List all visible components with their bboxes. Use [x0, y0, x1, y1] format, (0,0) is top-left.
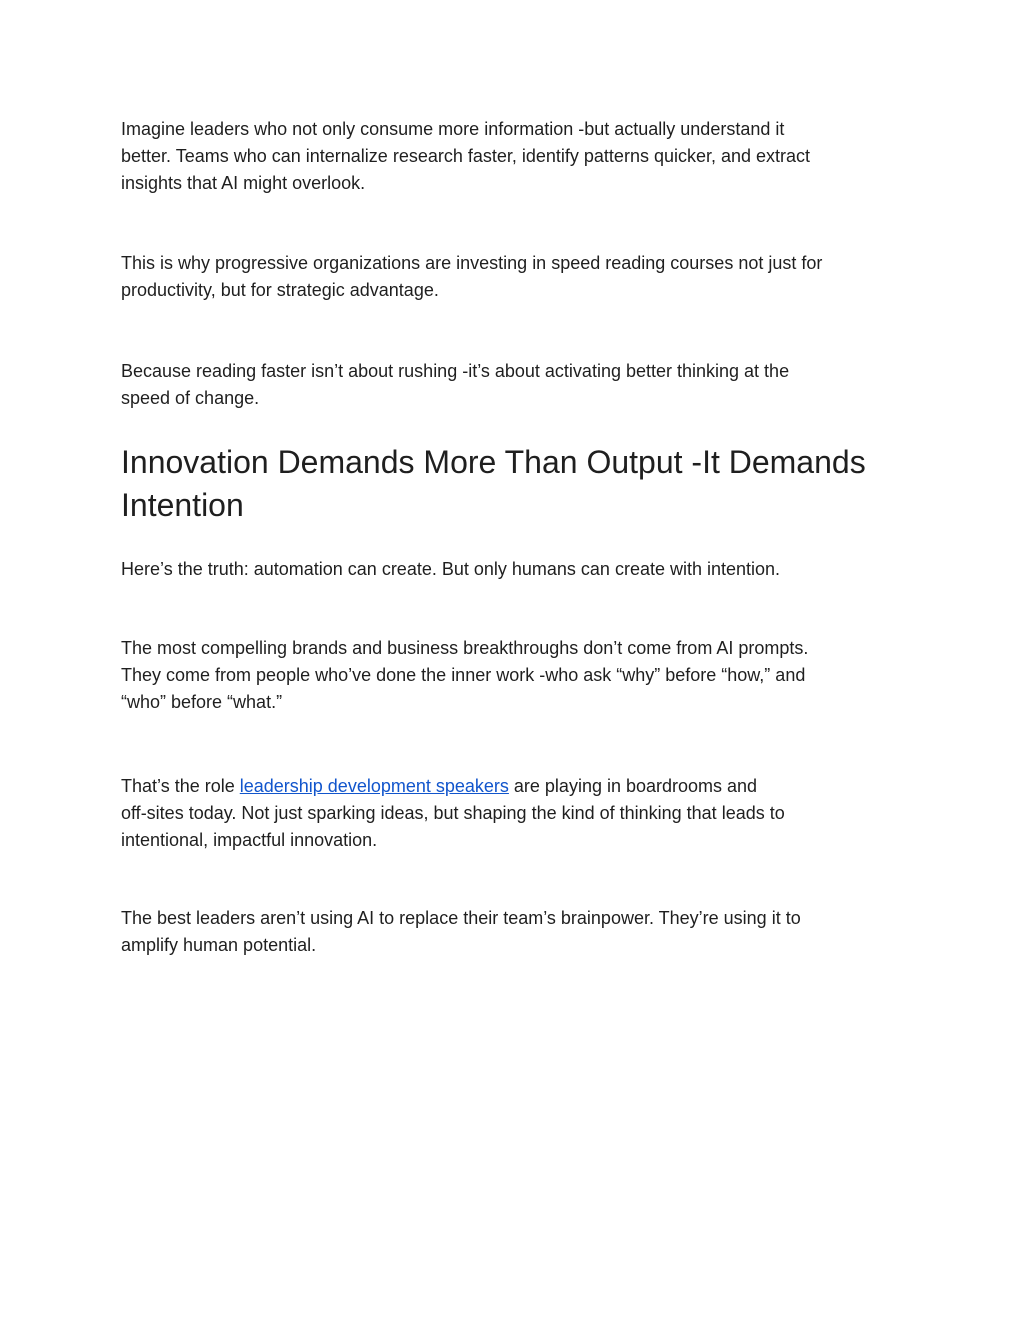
- paragraph-text: are playing in boardrooms and: [508, 776, 758, 796]
- paragraph-best-leaders: [121, 905, 801, 959]
- paragraph-leaders-information: [121, 116, 810, 197]
- paragraph-line: amplify human potential.: [121, 935, 317, 955]
- paragraph-line: Here’s the truth: automation can create. But only humans can create with intention.: [121, 559, 781, 579]
- paragraph-line: This is why progressive organizations are investing in speed reading courses not just for: [121, 253, 823, 273]
- paragraph-reading-faster: [121, 358, 789, 412]
- paragraph-line: They come from people who’ve done the inner work -who ask “why” before “how,” and: [121, 665, 806, 685]
- paragraph-line: productivity, but for strategic advantage.: [121, 280, 439, 300]
- paragraph-speed-reading: [121, 250, 822, 304]
- paragraph-line: speed of change.: [121, 388, 260, 408]
- section-heading: [121, 441, 866, 527]
- paragraph-text: That’s the role: [121, 776, 240, 796]
- heading-line: Intention: [121, 487, 244, 523]
- paragraph-line: “who” before “what.”: [121, 692, 283, 712]
- paragraph-speakers-role: [121, 773, 785, 854]
- paragraph-compelling-brands: [121, 635, 808, 716]
- heading-line: Innovation Demands More Than Output -It Demands: [121, 444, 866, 480]
- paragraph-line: The best leaders aren’t using AI to replace their team’s brainpower. They’re using it to: [121, 908, 801, 928]
- paragraph-line: better. Teams who can internalize research faster, identify patterns quicker, and extract: [121, 146, 811, 166]
- paragraph-line: The most compelling brands and business breakthroughs don’t come from AI prompts.: [121, 638, 809, 658]
- paragraph-line: insights that AI might overlook.: [121, 173, 366, 193]
- paragraph-line: Imagine leaders who not only consume more information -but actually understand it: [121, 119, 785, 139]
- paragraph-line: Because reading faster isn’t about rushing -it’s about activating better thinking at the: [121, 361, 790, 381]
- paragraph-truth: [121, 556, 780, 583]
- paragraph-line: intentional, impactful innovation.: [121, 830, 378, 850]
- paragraph-line: off-sites today. Not just sparking ideas, but shaping the kind of thinking that leads to: [121, 803, 785, 823]
- leadership-speakers-link[interactable]: leadership development speakers: [239, 776, 509, 796]
